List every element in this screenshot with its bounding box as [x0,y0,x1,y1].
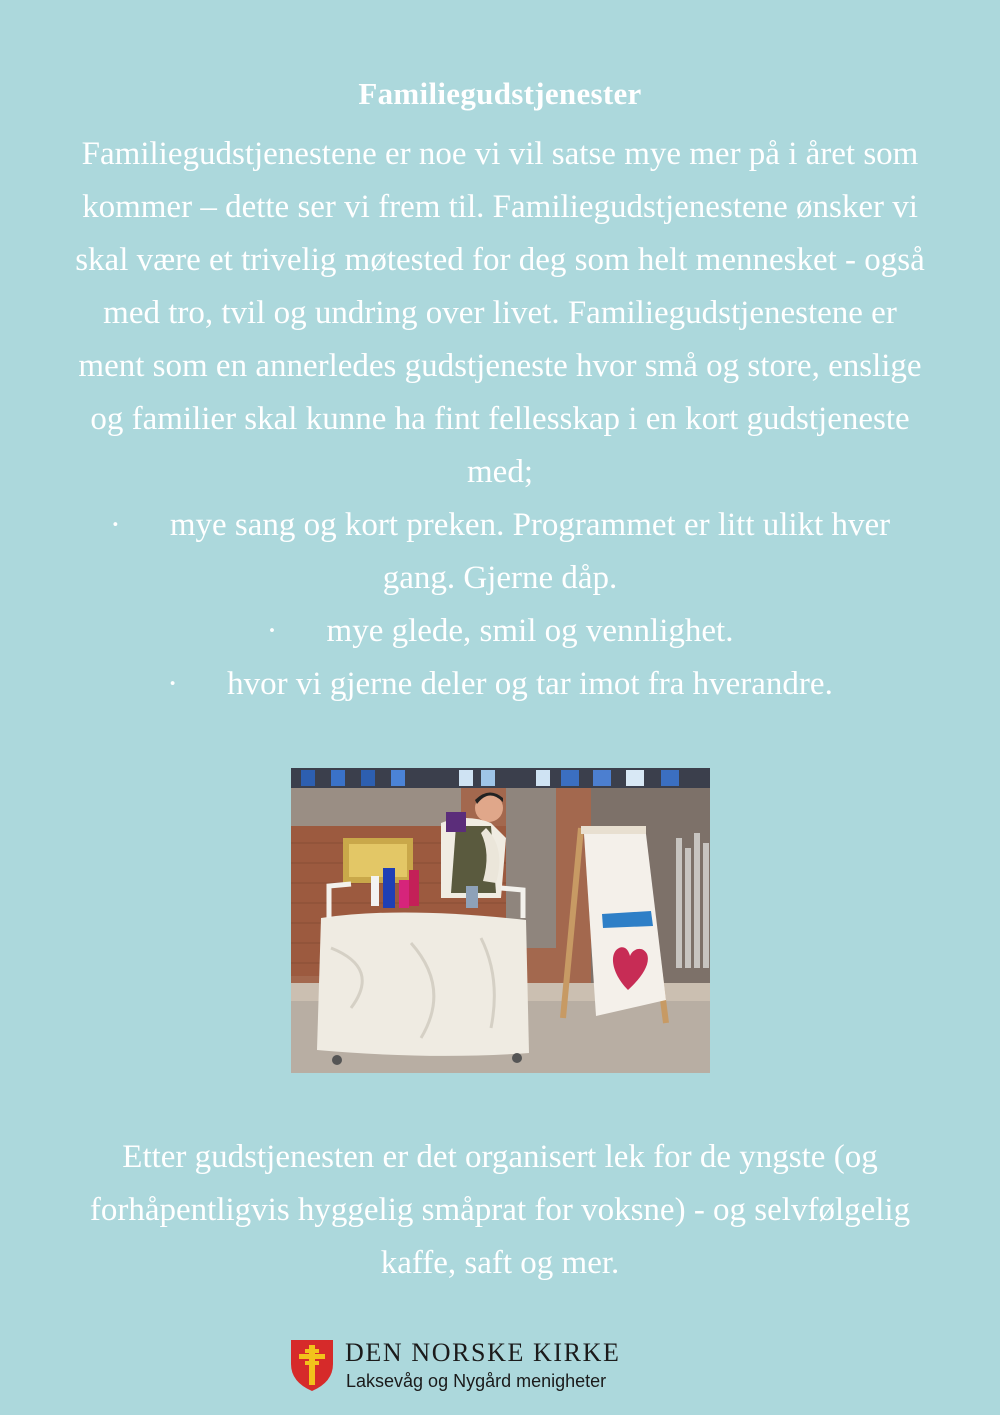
intro-line: Familiegudstjenestene er noe vi vil satse mye mer på i året som [81,136,919,172]
after-line: kaffe, saft og mer. [380,1245,620,1281]
bullet-continuation: gang. Gjerne dåp. [382,560,618,596]
intro-line: ment som en annerledes gudstjeneste hvor små og store, enslige [78,348,922,384]
intro-line: med; [467,454,533,490]
intro-line: kommer – dette ser vi frem til. Familiegudstjenestene ønsker vi [82,189,918,225]
church-photo-illustration [291,768,710,1073]
intro-line: og familier skal kunne ha fint fellesskap i en kort gudstjeneste [90,401,910,437]
bullet-item [20,499,980,552]
church-photo [291,768,710,1073]
church-shield-icon [289,1338,335,1392]
intro-line: med tro, tvil og undring over livet. Familiegudstjenestene er [103,295,897,331]
bullet-dot: · [167,666,179,702]
after-line: Etter gudstjenesten er det organisert lek for de yngste (og [122,1139,878,1175]
bullet-text: mye glede, smil og vennlighet. [326,613,734,649]
intro-line: skal være et trivelig møtested for deg som helt mennesket - også [75,242,925,278]
church-logo [289,1338,649,1398]
logo-name: DEN NORSKE KIRKE [345,1338,621,1367]
bullet-text: hvor vi gjerne deler og tar imot fra hverandre. [227,666,833,702]
intro-text [20,128,980,711]
page-title: Familiegudstjenester [358,76,642,111]
bullet-item [20,605,980,658]
bullet-dot: · [266,613,278,649]
logo-subtitle: Laksevåg og Nygård menigheter [346,1371,607,1391]
bullet-item [20,658,980,711]
after-line: forhåpentligvis hyggelig småprat for voksne) - og selvfølgelig [89,1192,911,1228]
bullet-text: mye sang og kort preken. Programmet er litt ulikt hver [169,507,891,543]
after-service-text [30,1131,970,1290]
bullet-dot: · [109,507,121,543]
